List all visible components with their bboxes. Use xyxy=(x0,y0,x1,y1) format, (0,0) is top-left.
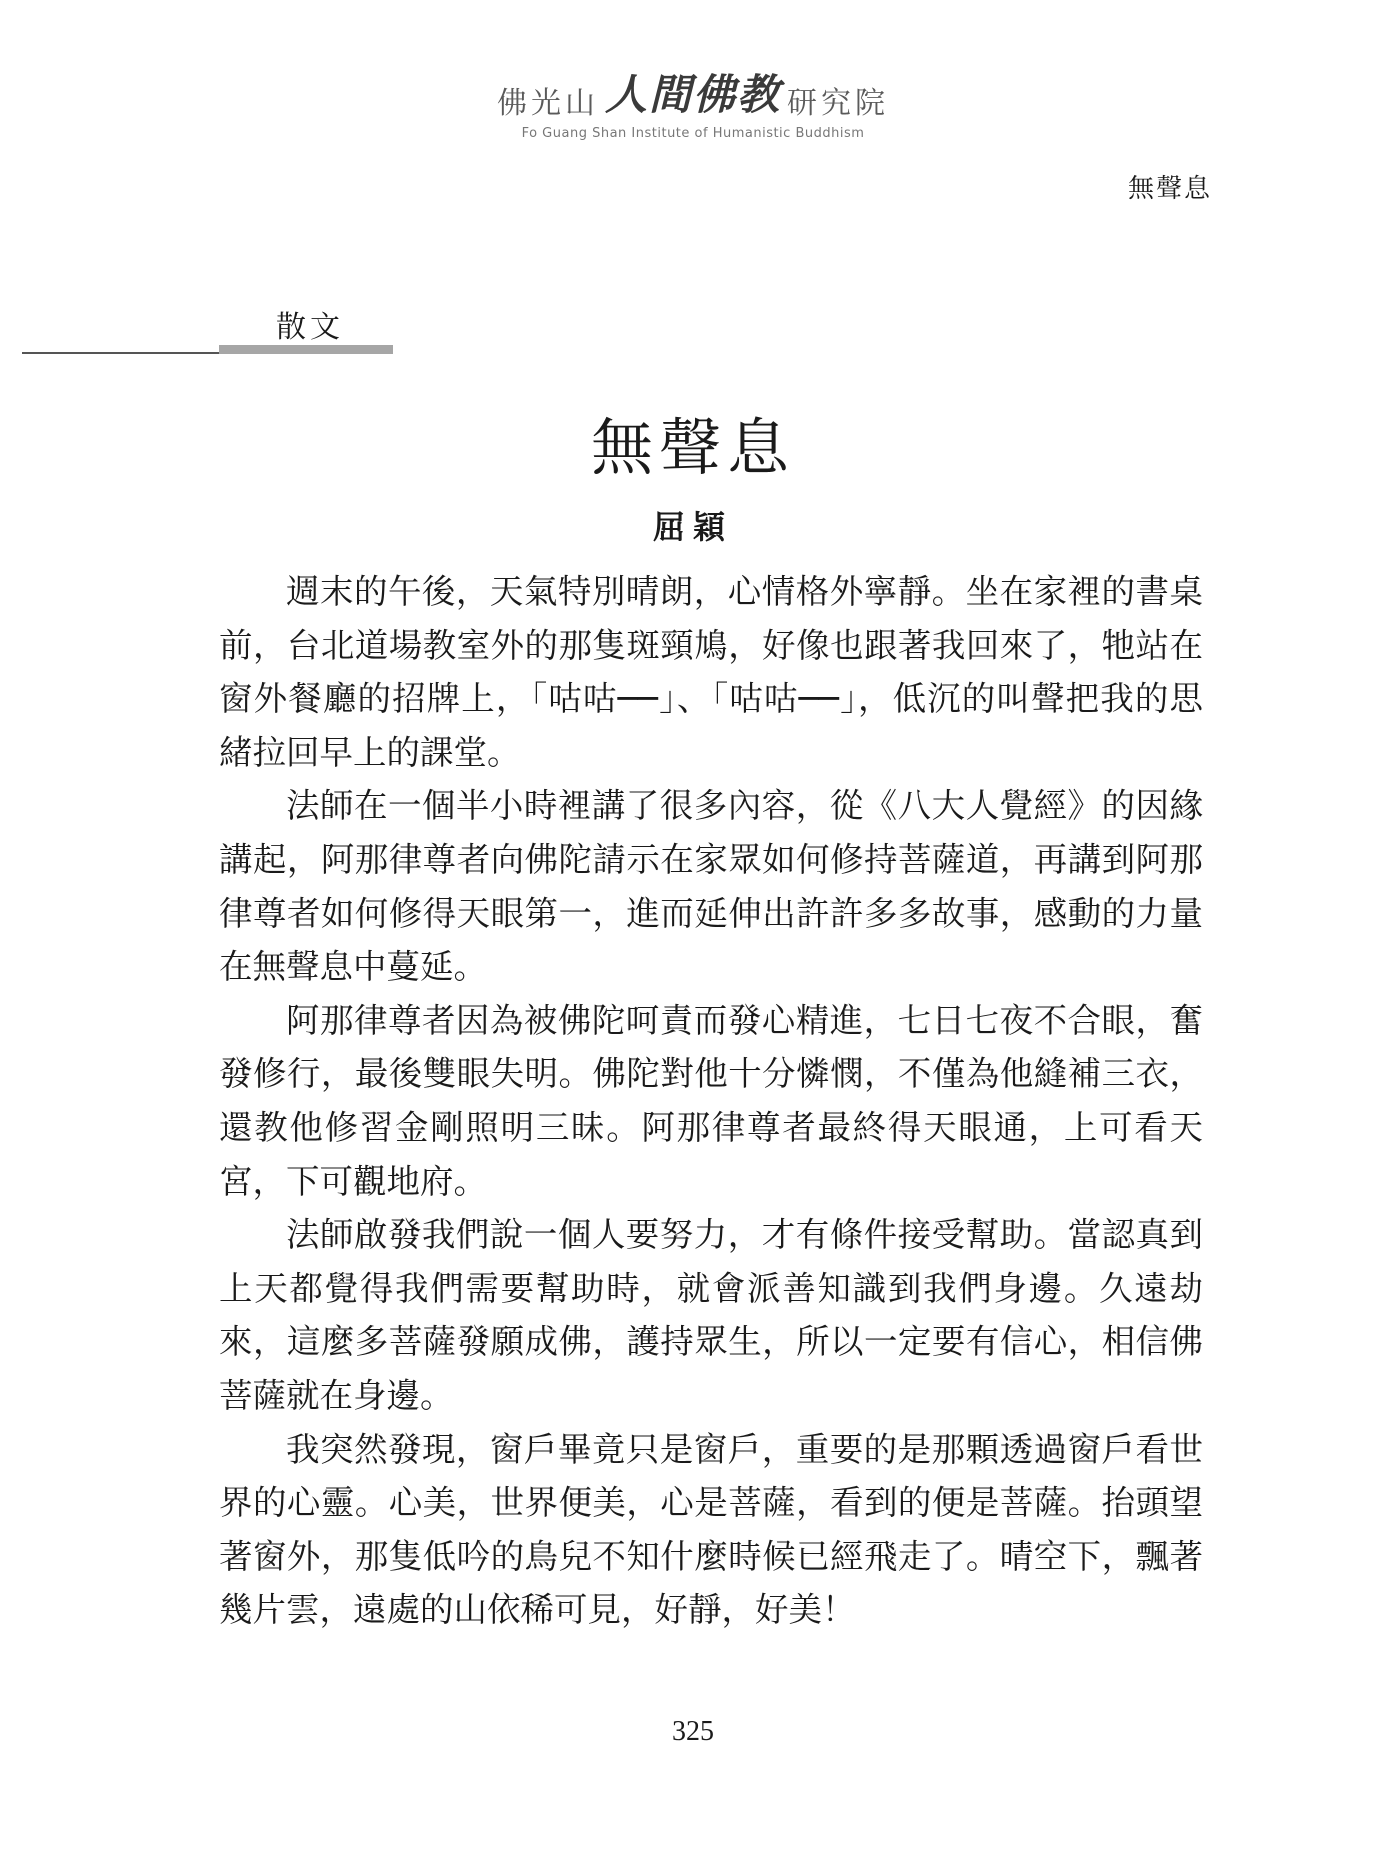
section-divider-accent xyxy=(219,345,393,354)
paragraph: 我突然發現，窗戶畢竟只是窗戶，重要的是那顆透過窗戶看世界的心靈。心美，世界便美，心是菩薩，看到的便是菩薩。抬頭望著窗外，那隻低吟的鳥兒不知什麼時候已經飛走了。晴空下，飄著幾片雲，遠處的山依稀可見，好靜，好美！ xyxy=(219,1429,1203,1630)
article-body xyxy=(219,565,1203,1637)
paragraph: 法師啟發我們說一個人要努力，才有條件接受幫助。當認真到上天都覺得我們需要幫助時，就會派善知識到我們身邊。久遠劫來，這麼多菩薩發願成佛，護持眾生，所以一定要有信心，相信佛菩薩就在身邊。 xyxy=(219,1215,1203,1415)
paragraph: 阿那律尊者因為被佛陀呵責而發心精進，七日七夜不合眼，奮發修行，最後雙眼失明。佛陀對他十分憐憫，不僅為他縫補三衣，還教他修習金剛照明三昧。阿那律尊者最終得天眼通，上可看天宮，下可觀地府。 xyxy=(219,1000,1203,1201)
logo-left-text: 佛光山 xyxy=(496,86,599,121)
paragraph: 法師在一個半小時裡講了很多內容，從《八大人覺經》的因緣講起，阿那律尊者向佛陀請示在家眾如何修持菩薩道，再講到阿那律尊者如何修得天眼第一，進而延伸出許許多多故事，感動的力量在無聲息中蔓延。 xyxy=(219,786,1203,987)
running-head: 無聲息 xyxy=(1127,174,1212,204)
paragraph: 週末的午後，天氣特別晴朗，心情格外寧靜。坐在家裡的書桌前，台北道場教室外的那隻斑頸鳩，好像也跟著我回來了，牠站在窗外餐廳的招牌上，「咕咕──」、「咕咕──」，低沉的叫聲把我的思緒拉回早上的課堂。 xyxy=(219,572,1203,772)
page-number: 325 xyxy=(672,1716,714,1747)
logo-english-text: Fo Guang Shan Institute of Humanistic Buddhism xyxy=(521,126,865,141)
section-label: 散文 xyxy=(276,310,344,345)
publisher-logo xyxy=(0,62,1386,141)
article-author: 屈穎 xyxy=(652,508,733,546)
logo-main-text: 人間佛教 xyxy=(604,70,781,119)
logo-chinese xyxy=(497,62,889,122)
article-title: 無聲息 xyxy=(590,411,795,484)
logo-right-text: 研究院 xyxy=(787,86,889,121)
